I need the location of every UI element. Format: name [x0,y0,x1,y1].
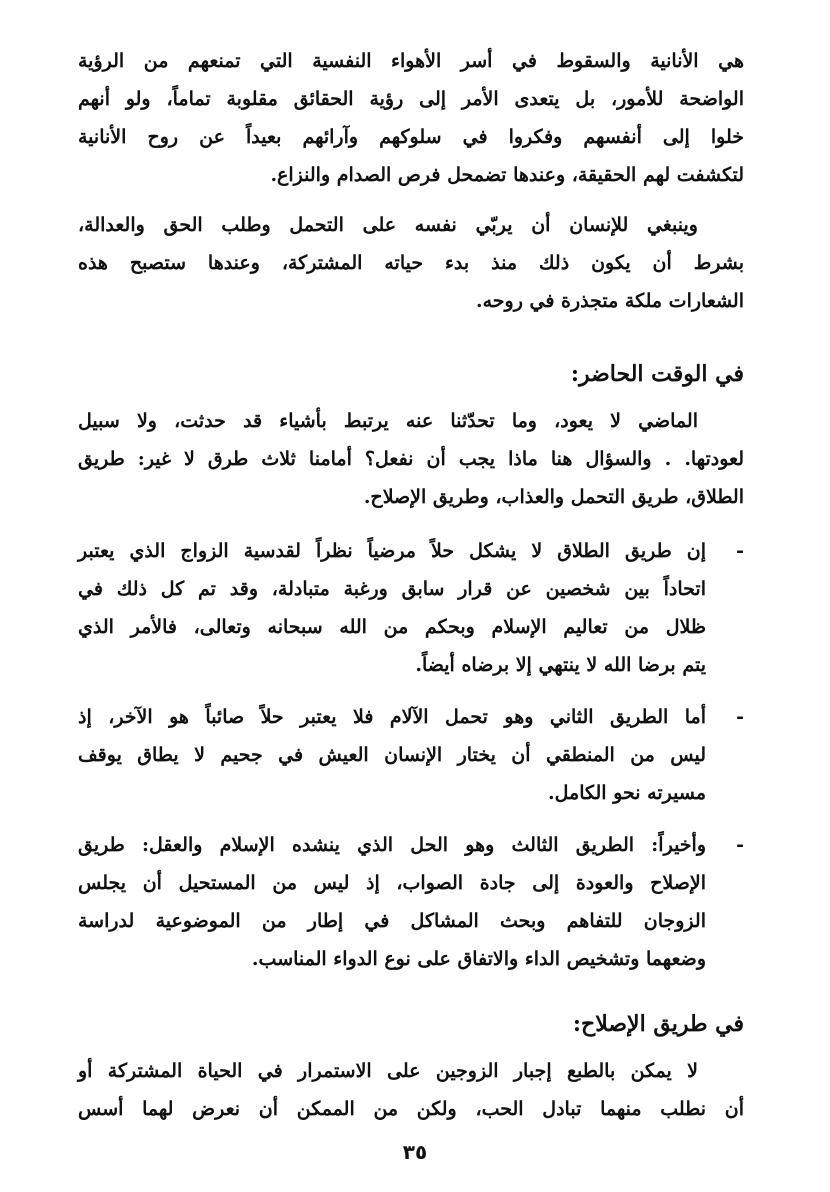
paragraph-1 [78,42,744,194]
text-line: وينبغي للإنسان أن يربّي نفسه على التحمل وطلب الحق والعدالة، [78,214,698,236]
text-line: وأخيراً: الطريق الثالث وهو الحل الذي ينشده الإسلام والعقل: طريق [78,834,706,856]
text-line: ليس من المنطقي أن يختار الإنسان العيش في جحيم لا يطاق يوقف [78,744,706,766]
text-line: إن طريق الطلاق لا يشكل حلاً مرضياً نظراً لقدسية الزواج الذي يعتبر [78,540,706,562]
text-line: وضعهما وتشخيص الداء والاتفاق على نوع الدواء المناسب. [251,948,706,970]
text-line: الماضي لا يعود، وما تحدّثنا عنه يرتبط بأشياء قد حدثت، ولا سبيل [78,410,698,432]
text-line: خلوا إلى أنفسهم وفكروا في سلوكهم وآرائهم بعيداً عن روح الأنانية [78,126,744,148]
text-line: الواضحة للأمور، بل يتعدى الأمر إلى رؤية الحقائق مقلوبة تماماً، ولو أنهم [78,88,744,110]
text-line: أما الطريق الثاني وهو تحمل الآلام فلا يعتبر حلاً صائباً هو الآخر، إذ [78,706,706,728]
text-line: لتكشفت لهم الحقيقة، وعندها تضمحل فرص الصدام والنزاع. [270,164,744,186]
text-line: الزوجان للتفاهم وبحث المشاكل في إطار من الموضوعية لدراسة [78,910,706,932]
bullet-dash: - [736,540,744,562]
bullet-item-divorce [78,532,744,684]
paragraph-2 [78,206,744,320]
text-line: الإصلاح والعودة إلى جادة الصواب، إذ ليس من المستحيل أن يجلس [78,872,706,894]
text-line: مسيرته نحو الكامل. [548,782,706,804]
text-line: بشرط أن يكون ذلك منذ بدء حياته المشتركة، وعندها ستصبح هذه [78,252,744,274]
text-line: هي الأنانية والسقوط في أسر الأهواء النفسية التي تمنعهم من الرؤية [78,50,744,72]
text-line: لعودتها. . والسؤال هنا ماذا يجب أن نفعل؟ أمامنا ثلاث طرق لا غير: طريق [78,448,744,470]
paragraph-4 [78,1052,744,1128]
bullet-dash: - [736,834,744,856]
text-line: الطلاق، طريق التحمل والعذاب، وطريق الإصلاح. [363,486,744,508]
section-heading-reform-path: في طريق الإصلاح: [572,1011,744,1037]
text-line: الشعارات ملكة متجذرة في روحه. [475,290,744,312]
bullet-dash: - [736,706,744,728]
text-line: اتحاداً بين شخصين عن قرار سابق ورغبة متبادلة، وقد تم كل ذلك في [78,578,706,600]
bullet-item-endurance [78,698,744,812]
text-line: ظلال من تعاليم الإسلام وبحكم من الله سبحانه وتعالى، فالأمر الذي [78,616,706,638]
text-line: لا يمكن بالطبع إجبار الزوجين على الاستمرار في الحياة المشتركة أو [78,1060,698,1082]
text-line: يتم برضا الله لا ينتهي إلا برضاه أيضاً. [415,654,706,676]
bullet-item-reform [78,826,744,978]
page-number: ٣٥ [402,1140,428,1164]
paragraph-3 [78,402,744,516]
text-line: أن نطلب منهما تبادل الحب، ولكن من الممكن أن نعرض لهما أسس [78,1098,744,1120]
page-body [78,42,744,1128]
section-heading-present-time: في الوقت الحاضر: [570,361,744,387]
